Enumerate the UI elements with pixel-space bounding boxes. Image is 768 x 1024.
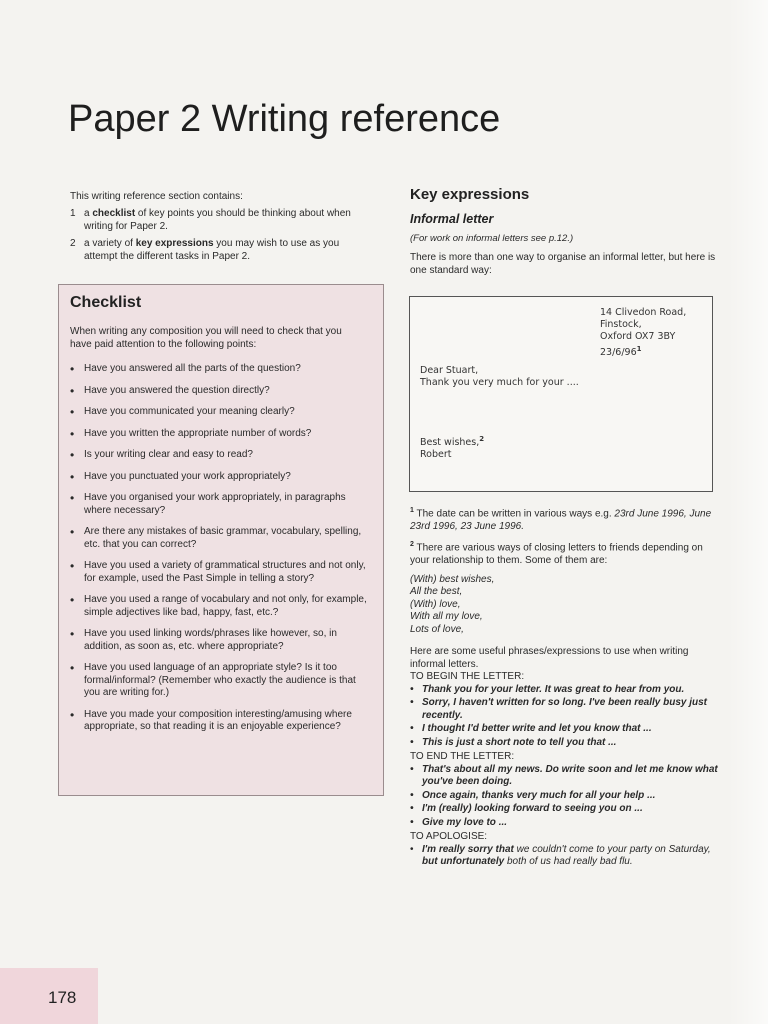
- intro-item-bold: checklist: [92, 208, 136, 219]
- page-edge-shade: [728, 0, 768, 1024]
- footnote-examples: 23rd June 1996, June 23rd 1996, 23 June 1996.: [410, 508, 712, 532]
- begin-phrases: [410, 684, 720, 750]
- page-number: 178: [48, 988, 77, 1007]
- closing-example: (With) love,: [410, 598, 461, 610]
- intro-list: [70, 207, 370, 263]
- signature-name: Robert: [420, 449, 452, 461]
- footnote-marker: 2: [479, 435, 485, 443]
- phrase-item: • This is just a short note to tell you that ...: [410, 737, 720, 750]
- address-line: Oxford OX7 3BY: [600, 331, 676, 342]
- checklist-item: • Have you answered all the parts of the question?: [70, 363, 370, 376]
- phrase-italic: both of us had really bad flu.: [504, 856, 633, 868]
- notes-section: [410, 505, 720, 871]
- footnote-1: [410, 505, 720, 533]
- begin-label: TO BEGIN THE LETTER:: [410, 671, 525, 683]
- phrase-item: • Thank you for your letter. It was great to hear from you.: [410, 684, 720, 697]
- apologise-phrases: [410, 844, 720, 869]
- intro-item-text: you may wish to use as you attempt the different tasks in Paper 2.: [84, 238, 340, 262]
- phrase-italic: we couldn't come to your party on Saturday,: [513, 843, 711, 855]
- intro-item-bold: key expressions: [135, 238, 214, 249]
- phrase-item: • I thought I'd better write and let you know that ...: [410, 723, 720, 736]
- intro-item: [70, 237, 370, 263]
- intro-item: [70, 207, 370, 233]
- footnote-2: [410, 539, 720, 567]
- intro-item-number: 2: [70, 238, 76, 249]
- intro-item-text: of key points you should be thinking about when writing for Paper 2.: [84, 208, 351, 232]
- phrase-item: • Once again, thanks very much for all your help ...: [410, 790, 720, 803]
- intro-text: This writing reference section contains:: [70, 191, 243, 202]
- footnote-marker: 1: [636, 345, 642, 353]
- phrase-item: • Sorry, I haven't written for so long. I've been really busy just recently.: [410, 697, 720, 722]
- checklist-item: • Have you used a variety of grammatical structures and not only, for example, used the Past Simple in telling a story?: [70, 560, 370, 585]
- checklist-lead: When writing any composition you will need to check that you have paid attention to the following points:: [70, 326, 342, 350]
- apologise-label: TO APOLOGISE:: [410, 831, 488, 843]
- phrase-item: [410, 844, 720, 869]
- address-line: 14 Clivedon Road,: [600, 307, 687, 318]
- cross-reference-note: (For work on informal letters see p.12.): [410, 233, 574, 244]
- phrase-item: • Give my love to ...: [410, 817, 720, 830]
- checklist-heading: Checklist: [70, 294, 142, 311]
- phrase-bold: I'm really sorry that: [422, 843, 514, 855]
- letter-intro-text: There is more than one way to organise an informal letter, but here is one standard way:: [410, 252, 716, 276]
- intro-section: [70, 190, 370, 267]
- end-label: TO END THE LETTER:: [410, 751, 515, 763]
- checklist-item: • Have you used linking words/phrases like however, so, in addition, as soon as, etc. where appropriate?: [70, 628, 370, 653]
- closing-example: All the best,: [410, 586, 463, 598]
- closing-example: With all my love,: [410, 611, 483, 623]
- checklist-item: • Have you written the appropriate number of words?: [70, 428, 370, 441]
- phrase-item: • I'm (really) looking forward to seeing you on ...: [410, 803, 720, 816]
- intro-item-text: a variety of: [84, 238, 136, 249]
- footnote-text: The date can be written in various ways e.g.: [416, 508, 615, 520]
- letter-address: [600, 307, 686, 359]
- checklist-box: [58, 284, 384, 796]
- page-title: Paper 2 Writing reference: [68, 98, 501, 140]
- letter-closing: [420, 433, 484, 461]
- checklist-item: • Have you answered the question directly?: [70, 385, 370, 398]
- checklist-item: • Have you used a range of vocabulary and not only, for example, simple adjectives like bad, happy, fast, etc.?: [70, 594, 370, 619]
- closing-example: Lots of love,: [410, 623, 464, 635]
- checklist-item: • Have you made your composition interesting/amusing where appropriate, so that reading it is an enjoyable experience?: [70, 709, 370, 734]
- checklist-item: • Are there any mistakes of basic grammar, vocabulary, spelling, etc. that you can correct?: [70, 526, 370, 551]
- phrase-bold: but unfortunately: [422, 856, 505, 868]
- checklist-item: • Have you communicated your meaning clearly?: [70, 406, 370, 419]
- intro-item-number: 1: [70, 208, 76, 219]
- salutation-text: Dear Stuart,: [420, 365, 479, 376]
- end-phrases: [410, 764, 720, 830]
- checklist-item: • Have you organised your work appropriately, in paragraphs where necessary?: [70, 492, 370, 517]
- intro-item-text: a: [84, 208, 93, 219]
- footnote-number: 2: [410, 541, 414, 549]
- date-text: 23/6/96: [600, 347, 637, 359]
- informal-letter-heading: Informal letter: [410, 212, 494, 226]
- closing-example: (With) best wishes,: [410, 573, 495, 585]
- closing-examples: [410, 574, 720, 637]
- key-expressions-section: [410, 188, 720, 277]
- checklist-item: • Is your writing clear and easy to read?: [70, 449, 370, 462]
- letter-date: [600, 343, 686, 359]
- address-line: Finstock,: [600, 319, 642, 330]
- closing-text: Best wishes,: [420, 437, 480, 449]
- checklist-item: • Have you used language of an appropriate style? Is it too formal/informal? (Remember who exactly the audience is that you are writing for.): [70, 662, 370, 700]
- footnote-number: 1: [410, 507, 414, 514]
- footnote-text: There are various ways of closing letters to friends depending on your relationship to them. Some of them are:: [410, 542, 703, 567]
- opening-text: Thank you very much for your ....: [420, 377, 579, 388]
- phrase-item: • That's about all my news. Do write soon and let me know what you've been doing.: [410, 764, 720, 789]
- phrases-intro: Here are some useful phrases/expressions to use when writing informal letters.: [410, 646, 689, 670]
- checklist-list: [70, 363, 370, 743]
- sample-letter-box: [409, 296, 713, 492]
- key-expressions-heading: Key expressions: [410, 186, 530, 203]
- checklist-item: • Have you punctuated your work appropriately?: [70, 471, 370, 484]
- letter-salutation: [420, 365, 579, 389]
